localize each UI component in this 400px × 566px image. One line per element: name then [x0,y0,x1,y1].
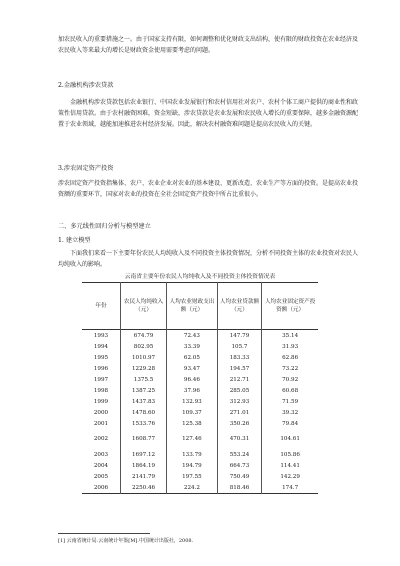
table-cell: 285.05 [217,385,262,396]
table-cell: 2250.46 [121,482,167,494]
table-row [82,352,318,363]
table-row [82,449,318,460]
table-cell: 132.93 [167,396,218,407]
header-loans: 人均农业贷款额（元） [217,283,262,330]
table-cell: 312.93 [217,396,262,407]
paragraph-1: 加农民收入的重要措施之一。由于国家支持有限，如何调整和优化财政支出结构，使有限的财政投资在农业经济及农民收入等来最大的增长是财政资金使用需要考虑的问题。 [58,36,359,54]
table-cell: 197.55 [167,471,218,482]
table-cell: 1993 [93,332,109,339]
table-cell: 114.41 [262,460,318,471]
table-row [82,429,318,449]
footnote: [1] 云南省统计局.云南统计年鉴[M].中国统计出版社，2008. [58,538,194,544]
table-cell: 147.79 [217,330,262,342]
table-cell: 1229.28 [121,363,167,374]
table-cell: 224.2 [167,482,218,494]
table-row [82,460,318,471]
table-row [82,363,318,374]
table-row [82,471,318,482]
table-cell: 1995 [93,354,109,361]
table-cell: 142.29 [262,471,318,482]
table-cell: 1533.76 [121,418,167,429]
table-cell: 37.96 [167,385,218,396]
header-income: 农民人均纯收入（元） [121,283,167,330]
table-cell: 109.37 [167,407,218,418]
table-cell: 674.79 [121,330,167,342]
table-cell: 1387.25 [121,385,167,396]
table-cell: 183.33 [217,352,262,363]
table-cell: 2001 [93,420,109,427]
income-investment-table [82,282,318,494]
table-cell: 2000 [93,409,109,416]
table-cell: 553.24 [217,449,262,460]
table-cell: 125.38 [167,418,218,429]
table-cell: 194.57 [217,363,262,374]
table-cell: 1437.83 [121,396,167,407]
table-cell: 31.93 [262,341,318,352]
table-cell: 60.68 [262,385,318,396]
table-cell: 105.86 [262,449,318,460]
table-cell: 1010.97 [121,352,167,363]
table-cell: 271.01 [217,407,262,418]
table-cell: 127.46 [167,429,218,449]
table-cell: 350.26 [217,418,262,429]
table-row [82,418,318,429]
table-cell: 1997 [93,376,109,383]
table-cell: 2004 [93,462,109,469]
table-cell: 1999 [93,398,109,405]
table-cell: 105.7 [217,341,262,352]
table-cell: 470.31 [217,429,262,449]
table-cell: 73.22 [262,363,318,374]
paragraph-2: 金融机构涉农贷款包括农业银行、中国农业发展银行和农村信用社对农户、农村个体工商户提供的商业性和政策性信用贷款。由于农村融资困难，资金短缺，涉农贷款是农业发展和农民收入增长的重要保障，越多金融资源配置于农业领域，越能加速推进农村经济发展。因此，解决农村融资难问题是提高农民收入的关键。 [58,99,359,128]
paragraph-4: 下面我们来看一下主要年份农民人均纯收入及不同投资主体投资情况，分析不同投资主体的农业投资对农民人均纯收入的影响。 [58,250,359,268]
table-header-row [82,283,318,330]
table-cell: 79.84 [262,418,318,429]
header-year: 年份 [95,303,107,309]
paragraph-3: 涉农固定资产投资指集体、农户、农业企业对农业的基本建设、更新改造、农业生产等方面的投资。是提高农业投资额的重要环节，国家对农业的投资在全社会固定资产投资中所占比重很小。 [58,180,359,198]
table-cell: 2141.79 [121,471,167,482]
table-cell: 1994 [93,343,109,350]
table-cell: 93.47 [167,363,218,374]
table-cell: 62.86 [262,352,318,363]
table-cell: 62.05 [167,352,218,363]
table-row [82,482,318,494]
table-cell: 35.14 [262,330,318,342]
table-cell: 664.73 [217,460,262,471]
section-heading-regression: 二、多元线性回归分析与模型建立 [58,223,151,230]
table-cell: 1478.60 [121,407,167,418]
table-cell: 1608.77 [121,429,167,449]
table-cell: 71.59 [262,396,318,407]
table-cell: 104.61 [262,429,318,449]
table-row [82,341,318,352]
table-row [82,385,318,396]
table-cell: 194.79 [167,460,218,471]
table-cell: 2003 [93,451,109,458]
table-cell: 39.32 [262,407,318,418]
table-cell: 1697.12 [121,449,167,460]
heading-loans: 2.金融机构涉农贷款 [58,82,114,89]
table-cell: 72.43 [167,330,218,342]
table-cell: 174.7 [262,482,318,494]
table-cell: 133.79 [167,449,218,460]
table-cell: 2006 [93,484,109,491]
table-cell: 1375.5 [121,374,167,385]
table-row [82,374,318,385]
table-row [82,396,318,407]
header-fiscal: 人均农业财政支出额（元） [167,283,218,330]
table-cell: 750.49 [217,471,262,482]
table-cell: 802.95 [121,341,167,352]
table-title: 云南省主要年份农民人均纯收入及不同投资主体投资情况表 [124,274,276,280]
table-row [82,330,318,342]
table-cell: 212.71 [217,374,262,385]
heading-build-model: 1. 建立模型 [58,237,91,244]
table-cell: 2002 [93,436,109,442]
table-cell: 1864.19 [121,460,167,471]
table-row [82,407,318,418]
table-cell: 2005 [93,473,109,480]
footnote-rule [58,533,150,534]
table-cell: 33.39 [167,341,218,352]
table-cell: 70.92 [262,374,318,385]
table-cell: 1996 [93,365,109,372]
table-body [82,330,318,494]
table-cell: 818.46 [217,482,262,494]
table-cell: 1998 [93,387,109,394]
header-fixed-assets: 人均农业固定资产投资额（元） [262,283,318,330]
table-cell: 96.46 [167,374,218,385]
heading-fixed-investment: 3.涉农固定资产投资 [58,165,114,172]
